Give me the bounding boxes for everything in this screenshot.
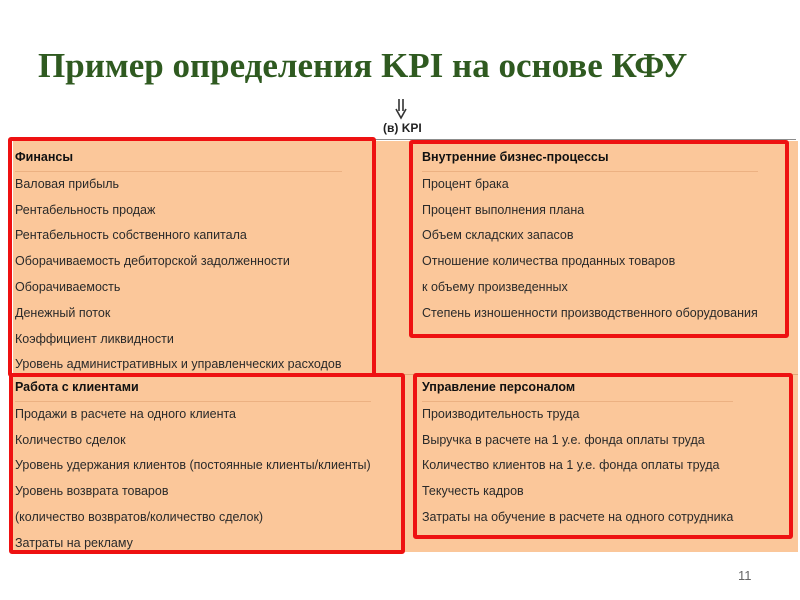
section-heading-internal-processes: Внутренние бизнес-процессы <box>422 145 758 172</box>
section-heading-finance: Финансы <box>15 145 342 172</box>
kpi-caption: (в) KPI <box>383 121 422 135</box>
list-item: Оборачиваемость <box>15 279 121 294</box>
highlight-box-internal-processes <box>409 140 789 338</box>
list-item: к объему произведенных <box>422 279 568 294</box>
list-item: Рентабельность собственного капитала <box>15 228 247 243</box>
list-item: Производительность труда <box>422 406 580 421</box>
list-item: Процент брака <box>422 176 509 191</box>
list-item: Рентабельность продаж <box>15 202 156 217</box>
list-item: Денежный поток <box>15 305 111 320</box>
highlight-box-finance <box>8 137 376 377</box>
list-item: Отношение количества проданных товаров <box>422 254 676 269</box>
highlight-box-customers <box>9 373 405 554</box>
list-item: Продажи в расчете на одного клиента <box>15 406 237 421</box>
list-item: Затраты на обучение в расчете на одного сотрудника <box>422 509 734 524</box>
list-item: Процент выполнения плана <box>422 202 585 217</box>
list-item: Количество сделок <box>15 432 126 447</box>
highlight-box-personnel <box>413 373 793 539</box>
list-item: Уровень административных и управленческих расходов <box>15 357 342 372</box>
list-item: Объем складских запасов <box>422 228 574 243</box>
list-item: Количество клиентов на 1 у.е. фонда оплаты труда <box>422 458 720 473</box>
double-down-arrow-icon <box>394 98 408 120</box>
section-heading-personnel: Управление персоналом <box>422 375 733 402</box>
list-item: Выручка в расчете на 1 у.е. фонда оплаты труда <box>422 432 705 447</box>
list-item: Валовая прибыль <box>15 176 120 191</box>
page-number: 11 <box>738 568 752 583</box>
list-item: Затраты на рекламу <box>15 535 133 550</box>
section-heading-customers: Работа с клиентами <box>15 375 371 402</box>
list-item: Уровень удержания клиентов (постоянные клиенты/клиенты) <box>15 458 371 473</box>
list-item: Степень изношенности производственного оборудования <box>422 305 758 320</box>
list-item: Коэффициент ликвидности <box>15 331 174 346</box>
slide-title: Пример определения KPI на основе КФУ <box>38 46 688 85</box>
list-item: Текучесть кадров <box>422 484 524 499</box>
list-item: Уровень возврата товаров <box>15 484 169 499</box>
list-item: Оборачиваемость дебиторской задолженности <box>15 254 290 269</box>
list-item: (количество возвратов/количество сделок) <box>15 509 264 524</box>
